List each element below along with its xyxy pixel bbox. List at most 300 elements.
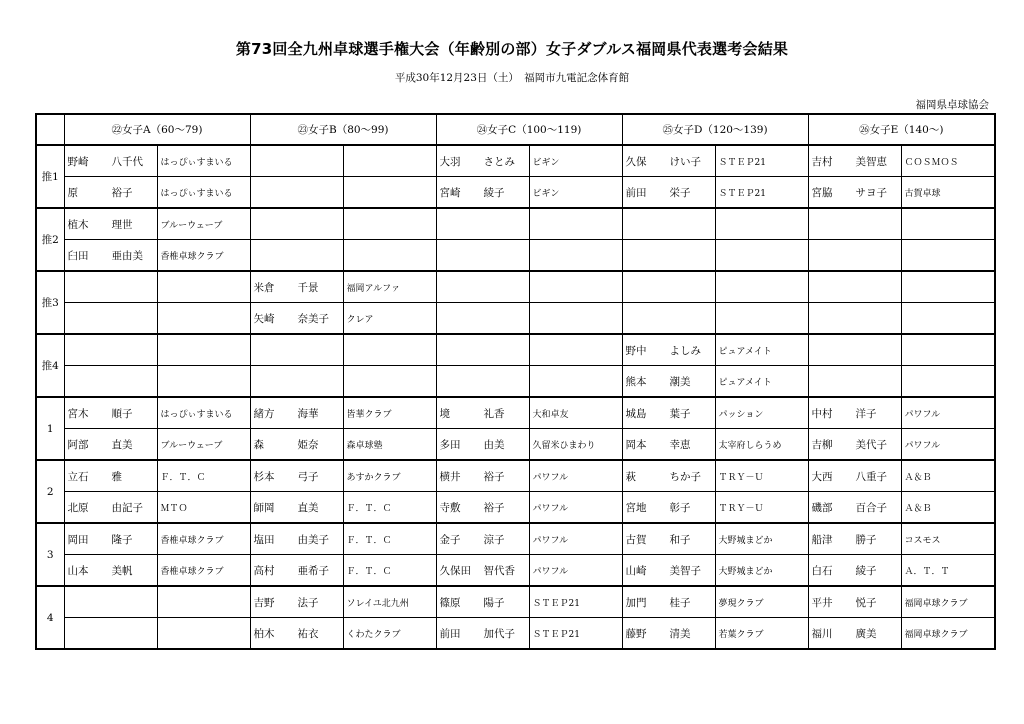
- player-name-cell: [64, 334, 157, 366]
- player-name-cell: [622, 145, 715, 177]
- club-cell: [901, 271, 995, 303]
- player-name-cell: [250, 429, 343, 461]
- player-name-cell: [64, 492, 157, 524]
- player-name-cell: [622, 492, 715, 524]
- player-surname: 立石: [67, 470, 89, 483]
- club-cell: [901, 208, 995, 240]
- player-surname: 高村: [253, 564, 275, 577]
- club-cell: Ａ＆Ｂ: [901, 492, 995, 524]
- table-row: [36, 492, 995, 524]
- category-header: ㉒女子A（60〜79): [64, 114, 250, 145]
- player-name-cell: [250, 271, 343, 303]
- table-row: [36, 586, 995, 618]
- player-surname: 白石: [811, 564, 833, 577]
- player-name-cell: [808, 397, 901, 429]
- player-given-name: 弓子: [297, 470, 319, 483]
- table-row: [36, 366, 995, 398]
- player-surname: 吉野: [253, 596, 275, 609]
- player-name-cell: [622, 397, 715, 429]
- player-name-cell: [808, 145, 901, 177]
- player-surname: 植木: [67, 218, 89, 231]
- club-cell: ＳＴＥＰ21: [529, 586, 622, 618]
- player-given-name: 和子: [669, 533, 691, 546]
- player-surname: 臼田: [67, 249, 89, 262]
- category-header: ㉔女子C（100〜119): [436, 114, 622, 145]
- club-cell: [901, 334, 995, 366]
- player-name-cell: [64, 555, 157, 587]
- club-cell: あすかクラブ: [343, 460, 436, 492]
- rank-cell: 推2: [36, 208, 64, 271]
- player-surname: 米倉: [253, 281, 275, 294]
- player-given-name: 理世: [111, 218, 133, 231]
- player-name-cell: [436, 271, 529, 303]
- player-given-name: 直美: [297, 501, 319, 514]
- player-given-name: 彰子: [669, 501, 691, 514]
- table-row: [36, 523, 995, 555]
- club-cell: パワフル: [901, 397, 995, 429]
- player-name-cell: [622, 208, 715, 240]
- player-name-cell: [250, 523, 343, 555]
- player-given-name: 姫奈: [297, 438, 319, 451]
- player-name-cell: [808, 586, 901, 618]
- player-given-name: 美代子: [855, 438, 888, 451]
- player-surname: 中村: [811, 407, 833, 420]
- player-given-name: 悦子: [855, 596, 877, 609]
- club-cell: 福岡アルファ: [343, 271, 436, 303]
- player-name-cell: [64, 240, 157, 272]
- club-cell: 夢現クラブ: [715, 586, 808, 618]
- player-name-cell: [436, 208, 529, 240]
- player-name-cell: [436, 429, 529, 461]
- player-name-cell: [808, 303, 901, 335]
- club-cell: Ａ＆Ｂ: [901, 460, 995, 492]
- club-cell: Ｆ．Ｔ．Ｃ: [157, 460, 250, 492]
- player-surname: 矢崎: [253, 312, 275, 325]
- player-name-cell: [250, 366, 343, 398]
- player-given-name: 順子: [111, 407, 133, 420]
- player-name-cell: [436, 555, 529, 587]
- player-given-name: 加代子: [483, 627, 516, 640]
- player-name-cell: [64, 523, 157, 555]
- player-given-name: 亜由美: [111, 249, 143, 262]
- player-given-name: 洋子: [855, 407, 877, 420]
- club-cell: [529, 366, 622, 398]
- player-given-name: 祐衣: [297, 627, 319, 640]
- rank-cell: 推3: [36, 271, 64, 334]
- club-cell: Ｆ．Ｔ．Ｃ: [343, 492, 436, 524]
- player-surname: 塩田: [253, 533, 275, 546]
- club-cell: 香椎卓球クラブ: [157, 555, 250, 587]
- player-given-name: 涼子: [483, 533, 505, 546]
- club-cell: [157, 334, 250, 366]
- club-cell: 福岡卓球クラブ: [901, 618, 995, 650]
- player-given-name: 綾子: [483, 186, 505, 199]
- club-cell: ブルーウェーブ: [157, 429, 250, 461]
- player-surname: 境: [439, 407, 451, 420]
- rank-header: [36, 114, 64, 145]
- player-surname: 前田: [625, 186, 647, 199]
- club-cell: [343, 240, 436, 272]
- club-cell: 大野城まどか: [715, 555, 808, 587]
- club-cell: 大野城まどか: [715, 523, 808, 555]
- club-cell: [715, 240, 808, 272]
- player-surname: 前田: [439, 627, 461, 640]
- club-cell: [901, 366, 995, 398]
- player-name-cell: [808, 271, 901, 303]
- club-cell: 香椎卓球クラブ: [157, 523, 250, 555]
- club-cell: [157, 586, 250, 618]
- player-given-name: 雅: [111, 470, 122, 483]
- player-name-cell: [808, 177, 901, 209]
- club-cell: Ｆ．Ｔ．Ｃ: [343, 523, 436, 555]
- player-name-cell: [250, 397, 343, 429]
- club-cell: [529, 303, 622, 335]
- player-name-cell: [64, 145, 157, 177]
- player-name-cell: [436, 240, 529, 272]
- player-name-cell: [622, 555, 715, 587]
- club-cell: はっぴぃすまいる: [157, 145, 250, 177]
- player-given-name: ちか子: [669, 470, 702, 483]
- player-name-cell: [64, 618, 157, 650]
- player-surname: 大西: [811, 470, 833, 483]
- player-surname: 萩: [625, 470, 637, 483]
- player-name-cell: [250, 177, 343, 209]
- table-row: [36, 177, 995, 209]
- player-given-name: 礼香: [483, 407, 505, 420]
- player-name-cell: [622, 177, 715, 209]
- player-name-cell: [64, 303, 157, 335]
- player-surname: 柏木: [253, 627, 275, 640]
- player-name-cell: [64, 208, 157, 240]
- category-header: ㉕女子D（120〜139): [622, 114, 808, 145]
- player-name-cell: [808, 429, 901, 461]
- player-surname: 横井: [439, 470, 461, 483]
- player-given-name: 裕子: [111, 186, 133, 199]
- category-header: ㉖女子E（140〜): [808, 114, 995, 145]
- player-name-cell: [622, 460, 715, 492]
- player-given-name: 千景: [297, 281, 319, 294]
- club-cell: [901, 240, 995, 272]
- player-surname: 杉本: [253, 470, 275, 483]
- player-surname: 岡田: [67, 533, 89, 546]
- player-name-cell: [64, 460, 157, 492]
- player-given-name: 智代香: [483, 564, 516, 577]
- table-row: [36, 618, 995, 650]
- player-surname: 金子: [439, 533, 461, 546]
- player-surname: 吉柳: [811, 438, 833, 451]
- player-name-cell: [622, 586, 715, 618]
- player-surname: 平井: [811, 596, 833, 609]
- player-name-cell: [622, 618, 715, 650]
- player-name-cell: [436, 334, 529, 366]
- player-surname: 野中: [625, 344, 647, 357]
- player-surname: 宮崎: [439, 186, 461, 199]
- player-name-cell: [436, 523, 529, 555]
- player-given-name: 由美子: [297, 533, 329, 546]
- rank-cell: 2: [36, 460, 64, 523]
- player-name-cell: [436, 460, 529, 492]
- player-name-cell: [436, 618, 529, 650]
- club-cell: [529, 208, 622, 240]
- player-surname: 磯部: [811, 501, 833, 514]
- player-surname: 古賀: [625, 533, 647, 546]
- player-surname: 多田: [439, 438, 461, 451]
- table-row: [36, 208, 995, 240]
- player-name-cell: [436, 177, 529, 209]
- player-surname: 篠原: [439, 596, 461, 609]
- player-given-name: 法子: [297, 596, 319, 609]
- player-surname: 加門: [625, 596, 647, 609]
- player-name-cell: [250, 145, 343, 177]
- player-name-cell: [250, 460, 343, 492]
- player-surname: 師岡: [253, 501, 275, 514]
- player-surname: 野崎: [67, 155, 89, 168]
- player-surname: 船津: [811, 533, 833, 546]
- player-surname: 山本: [67, 564, 89, 577]
- player-name-cell: [436, 366, 529, 398]
- rank-cell: 4: [36, 586, 64, 649]
- player-name-cell: [808, 492, 901, 524]
- player-surname: 山崎: [625, 564, 647, 577]
- club-cell: ＳＴＥＰ21: [715, 177, 808, 209]
- player-given-name: 直美: [111, 438, 133, 451]
- player-given-name: 美帆: [111, 564, 133, 577]
- player-given-name: 由記子: [111, 501, 143, 514]
- player-name-cell: [622, 334, 715, 366]
- club-cell: [715, 271, 808, 303]
- player-name-cell: [622, 303, 715, 335]
- club-cell: パワフル: [529, 460, 622, 492]
- player-name-cell: [250, 618, 343, 650]
- results-table: [35, 113, 996, 650]
- player-given-name: 潮美: [669, 375, 691, 388]
- club-cell: [157, 618, 250, 650]
- player-name-cell: [64, 271, 157, 303]
- player-given-name: 亜希子: [297, 564, 329, 577]
- player-given-name: さとみ: [483, 155, 516, 168]
- player-given-name: 隆子: [111, 533, 133, 546]
- player-name-cell: [622, 271, 715, 303]
- player-name-cell: [808, 618, 901, 650]
- club-cell: [157, 303, 250, 335]
- club-cell: [715, 208, 808, 240]
- player-surname: 久保: [625, 155, 647, 168]
- table-row: [36, 271, 995, 303]
- club-cell: ソレイユ北九州: [343, 586, 436, 618]
- player-name-cell: [250, 492, 343, 524]
- event-date-venue: 平成30年12月23日（土） 福岡市九電記念体育館: [394, 72, 630, 84]
- player-given-name: 葉子: [669, 407, 691, 420]
- player-name-cell: [64, 586, 157, 618]
- club-cell: ＣＯＳＭＯＳ: [901, 145, 995, 177]
- club-cell: ビギン: [529, 145, 622, 177]
- player-surname: 熊本: [625, 375, 647, 388]
- player-given-name: 幸恵: [669, 438, 691, 451]
- player-name-cell: [808, 334, 901, 366]
- club-cell: コスモス: [901, 523, 995, 555]
- player-surname: 北原: [67, 501, 89, 514]
- player-surname: 久保田: [439, 564, 472, 577]
- club-cell: [343, 334, 436, 366]
- club-cell: パワフル: [529, 523, 622, 555]
- club-cell: クレア: [343, 303, 436, 335]
- rank-cell: 1: [36, 397, 64, 460]
- player-name-cell: [250, 240, 343, 272]
- club-cell: パワフル: [529, 492, 622, 524]
- club-cell: ピュアメイト: [715, 366, 808, 398]
- club-cell: [343, 177, 436, 209]
- results-body: [36, 145, 995, 649]
- player-given-name: 栄子: [669, 186, 691, 199]
- player-name-cell: [64, 429, 157, 461]
- player-surname: 福川: [811, 627, 833, 640]
- player-name-cell: [250, 555, 343, 587]
- header-row: [36, 114, 995, 145]
- organization-name: 福岡県卓球協会: [915, 99, 989, 111]
- club-cell: [529, 271, 622, 303]
- table-row: [36, 334, 995, 366]
- player-surname: 宮脇: [811, 186, 833, 199]
- club-cell: [715, 303, 808, 335]
- player-given-name: 百合子: [855, 501, 888, 514]
- club-cell: [343, 145, 436, 177]
- player-given-name: 奈美子: [297, 312, 329, 325]
- player-name-cell: [436, 145, 529, 177]
- club-cell: ビギン: [529, 177, 622, 209]
- player-given-name: 海華: [297, 407, 319, 420]
- player-name-cell: [436, 303, 529, 335]
- club-cell: [901, 303, 995, 335]
- club-cell: パッション: [715, 397, 808, 429]
- club-cell: ＴＲＹ－Ｕ: [715, 460, 808, 492]
- club-cell: 香椎卓球クラブ: [157, 240, 250, 272]
- club-cell: くわたクラブ: [343, 618, 436, 650]
- player-name-cell: [436, 492, 529, 524]
- club-cell: [157, 271, 250, 303]
- club-cell: 古賀卓球: [901, 177, 995, 209]
- player-given-name: よしみ: [669, 344, 702, 357]
- player-name-cell: [808, 240, 901, 272]
- player-given-name: 八重子: [855, 470, 888, 483]
- player-name-cell: [250, 586, 343, 618]
- player-given-name: 裕子: [483, 501, 505, 514]
- table-row: [36, 555, 995, 587]
- player-name-cell: [436, 397, 529, 429]
- player-given-name: 八千代: [111, 155, 143, 168]
- player-name-cell: [250, 303, 343, 335]
- rank-cell: 推1: [36, 145, 64, 208]
- player-name-cell: [622, 366, 715, 398]
- player-surname: 緒方: [253, 407, 275, 420]
- player-surname: 岡本: [625, 438, 647, 451]
- category-header: ㉓女子B（80〜99): [250, 114, 436, 145]
- club-cell: [529, 334, 622, 366]
- club-cell: [157, 366, 250, 398]
- club-cell: 若葉クラブ: [715, 618, 808, 650]
- club-cell: 大和卓友: [529, 397, 622, 429]
- club-cell: ブルーウェーブ: [157, 208, 250, 240]
- player-name-cell: [622, 240, 715, 272]
- player-surname: 宮地: [625, 501, 647, 514]
- table-row: [36, 397, 995, 429]
- player-given-name: 裕子: [483, 470, 505, 483]
- club-cell: はっぴぃすまいる: [157, 397, 250, 429]
- player-surname: 城島: [625, 407, 647, 420]
- player-name-cell: [436, 586, 529, 618]
- club-cell: パワフル: [901, 429, 995, 461]
- player-given-name: 綾子: [855, 564, 877, 577]
- player-given-name: 美智恵: [855, 155, 888, 168]
- club-cell: はっぴぃすまいる: [157, 177, 250, 209]
- club-cell: ＭＴＯ: [157, 492, 250, 524]
- player-surname: 原: [67, 186, 78, 199]
- player-given-name: 美智子: [669, 564, 702, 577]
- player-name-cell: [64, 397, 157, 429]
- club-cell: ＳＴＥＰ21: [529, 618, 622, 650]
- player-name-cell: [622, 429, 715, 461]
- club-cell: 久留米ひまわり: [529, 429, 622, 461]
- rank-cell: 3: [36, 523, 64, 586]
- rank-cell: 推4: [36, 334, 64, 397]
- club-cell: 森卓球塾: [343, 429, 436, 461]
- club-cell: Ｆ．Ｔ．Ｃ: [343, 555, 436, 587]
- player-name-cell: [64, 177, 157, 209]
- player-surname: 阿部: [67, 438, 89, 451]
- player-surname: 寺敷: [439, 501, 461, 514]
- club-cell: [343, 366, 436, 398]
- club-cell: ＳＴＥＰ21: [715, 145, 808, 177]
- player-name-cell: [808, 208, 901, 240]
- club-cell: ピュアメイト: [715, 334, 808, 366]
- table-row: [36, 145, 995, 177]
- club-cell: 福岡卓球クラブ: [901, 586, 995, 618]
- table-row: [36, 460, 995, 492]
- club-cell: 太宰府しらうめ: [715, 429, 808, 461]
- player-name-cell: [808, 366, 901, 398]
- player-surname: 吉村: [811, 155, 833, 168]
- club-cell: 皆華クラブ: [343, 397, 436, 429]
- table-row: [36, 303, 995, 335]
- player-surname: 宮木: [67, 407, 89, 420]
- club-cell: パワフル: [529, 555, 622, 587]
- document-title: 第73回全九州卓球選手権大会（年齢別の部）女子ダブルス福岡県代表選考会結果: [235, 40, 789, 58]
- player-name-cell: [808, 460, 901, 492]
- table-row: [36, 429, 995, 461]
- club-cell: ＴＲＹ－Ｕ: [715, 492, 808, 524]
- player-surname: 藤野: [625, 627, 647, 640]
- player-surname: 森: [253, 438, 264, 451]
- player-given-name: 陽子: [483, 596, 505, 609]
- club-cell: [529, 240, 622, 272]
- player-given-name: けい子: [669, 155, 702, 168]
- club-cell: [343, 208, 436, 240]
- player-name-cell: [250, 208, 343, 240]
- player-name-cell: [250, 334, 343, 366]
- table-row: [36, 240, 995, 272]
- club-cell: Ａ．Ｔ．Ｔ: [901, 555, 995, 587]
- player-given-name: 由美: [483, 438, 505, 451]
- player-given-name: サヨ子: [855, 186, 888, 199]
- player-name-cell: [808, 555, 901, 587]
- player-name-cell: [64, 366, 157, 398]
- player-given-name: 清美: [669, 627, 691, 640]
- player-surname: 大羽: [439, 155, 461, 168]
- player-name-cell: [808, 523, 901, 555]
- player-given-name: 廣美: [855, 627, 877, 640]
- player-given-name: 桂子: [669, 596, 691, 609]
- player-name-cell: [622, 523, 715, 555]
- player-given-name: 勝子: [855, 533, 877, 546]
